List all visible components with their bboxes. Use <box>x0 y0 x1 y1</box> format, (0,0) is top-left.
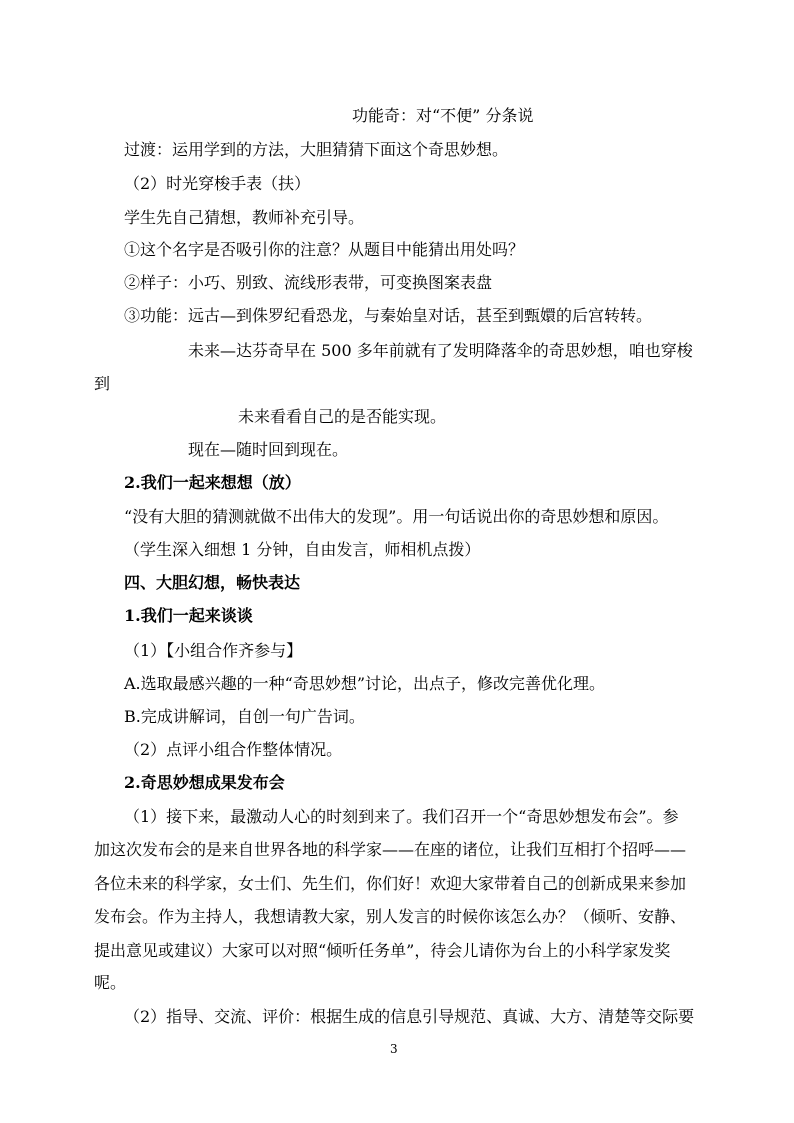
text-line-14: （学生深入细想 1 分钟，自由发言，师相机点拨） <box>124 540 481 559</box>
text-line-28: （2）指导、交流、评价：根据生成的信息引导规范、真诚、大方、清楚等交际要 <box>124 1007 695 1026</box>
text-line-4: 学生先自己猜想，教师补充引导。 <box>124 208 365 227</box>
text-line-13: “没有大胆的猜测就做不出伟大的发现”。用一句话说出你的奇思妙想和原因。 <box>124 507 669 526</box>
subsection-heading-1: 1.我们一起来谈谈 <box>124 606 253 625</box>
section-heading-4: 四、大胆幻想，畅快表达 <box>124 573 301 592</box>
text-line-5: ①这个名字是否吸引你的注意？从题目中能猜出用处吗？ <box>124 240 525 259</box>
text-line-25: 发布会。作为主持人，我想请教大家，别人发言的时候你该怎么办？（倾听、安静、 <box>94 907 687 926</box>
text-line-6: ②样子：小巧、别致、流线形表带，可变换图案表盘 <box>124 273 493 292</box>
text-line-7: ③功能：远古—到侏罗纪看恐龙，与秦始皇对话，甚至到甄嬛的后宫转转。 <box>124 306 653 325</box>
text-line-3: （2）时光穿梭手表（扶） <box>124 174 311 193</box>
text-line-10: 未来看看自己的是否能实现。 <box>238 407 447 426</box>
text-line-2: 过渡：运用学到的方法，大胆猜猜下面这个奇思妙想。 <box>124 140 509 159</box>
text-line-18: A.选取最感兴趣的一种“奇思妙想”讨论，出点子，修改完善优化理。 <box>124 674 606 693</box>
text-line-1: 功能奇：对“不便” 分条说 <box>352 106 534 125</box>
text-line-26: 提出意见或建议）大家可以对照“倾听任务单”，待会儿请你为台上的小科学家发奖 <box>94 941 671 960</box>
text-line-22: （1）接下来，最激动人心的时刻到来了。我们召开一个“奇思妙想发布会”。参 <box>124 807 679 826</box>
text-line-27: 呢。 <box>94 973 127 992</box>
text-line-8: 未来—达芬奇早在 500 多年前就有了发明降落伞的奇思妙想，咱也穿梭 <box>188 341 693 360</box>
text-line-9: 到 <box>94 374 111 393</box>
text-line-23: 加这次发布会的是来自世界各地的科学家——在座的诸位，让我们互相打个招呼—— <box>94 840 687 859</box>
page-number: 3 <box>390 1042 398 1056</box>
section-heading-2: 2.我们一起来想想（放） <box>124 473 301 492</box>
subsection-heading-2: 2.奇思妙想成果发布会 <box>124 773 285 792</box>
text-line-20: （2）点评小组合作整体情况。 <box>124 740 343 759</box>
text-line-11: 现在—随时回到现在。 <box>188 440 349 459</box>
text-line-17: （1）【小组合作齐参与】 <box>124 641 303 660</box>
text-line-19: B.完成讲解词，自创一句广告词。 <box>124 707 365 726</box>
text-line-24: 各位未来的科学家，女士们、先生们，你们好！欢迎大家带着自己的创新成果来参加 <box>94 874 687 893</box>
